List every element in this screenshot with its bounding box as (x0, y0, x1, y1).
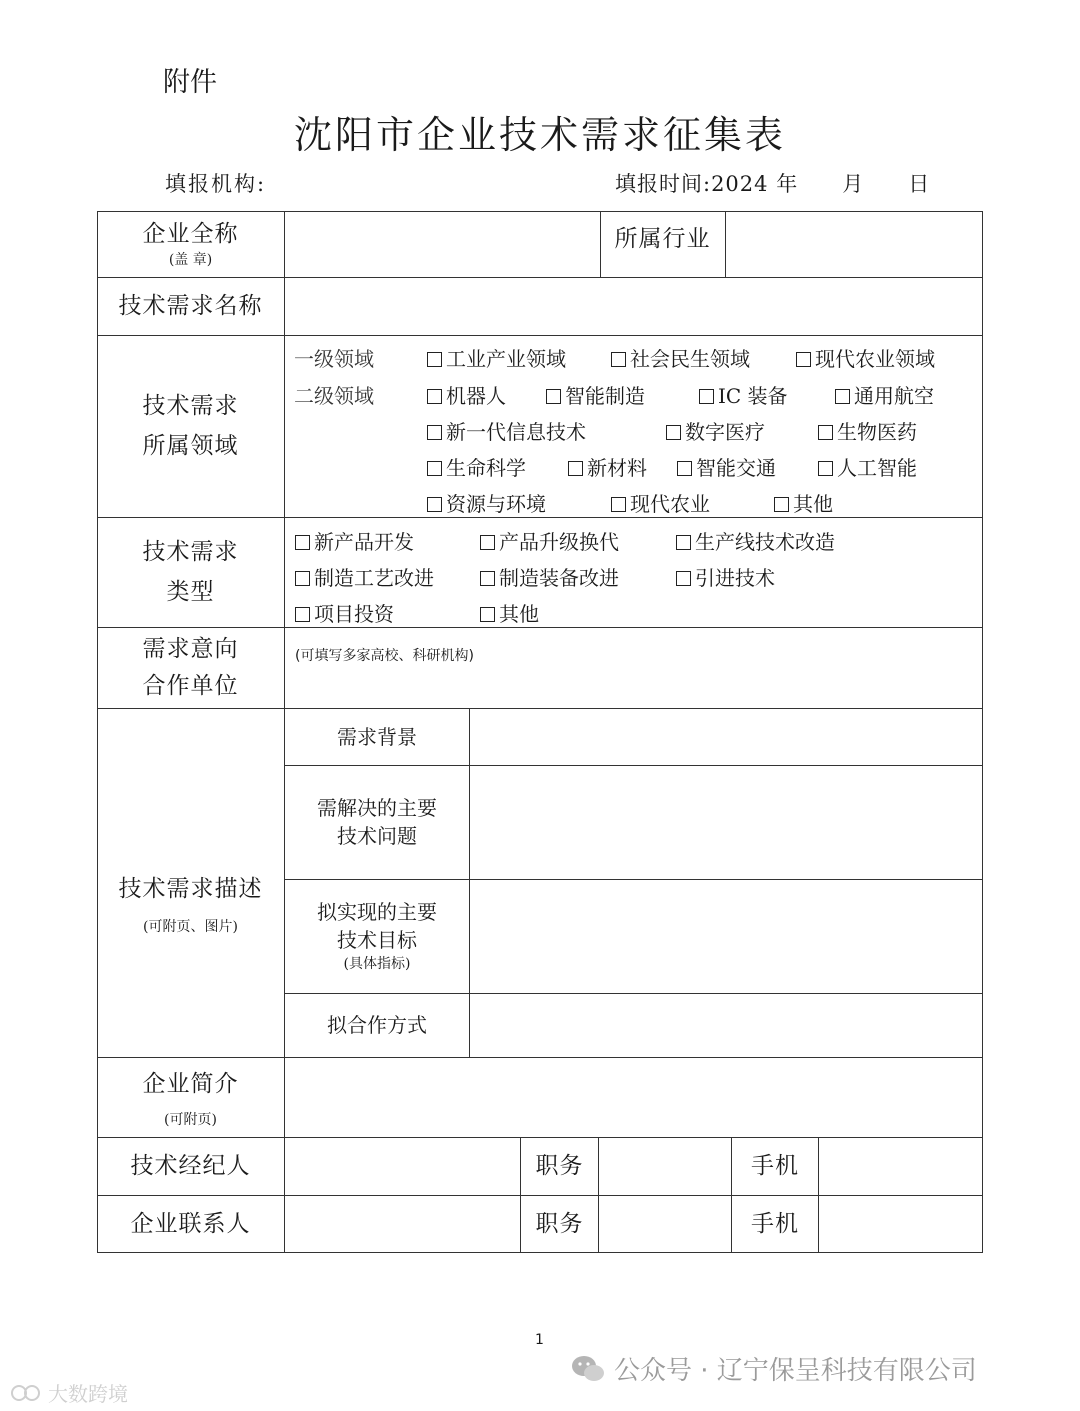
intro-label: 企业简介 (142, 1071, 239, 1097)
checkbox-icon (611, 497, 626, 512)
broker-position-field[interactable] (599, 1138, 731, 1195)
watermark-right-text: 公众号 · 辽宁保呈科技有限公司 (614, 1356, 977, 1386)
domain-option[interactable]: 资源与环境 (427, 488, 546, 517)
partner-hint: (可填写多家高校、科研机构) (295, 648, 474, 664)
company-name-cell (97, 211, 284, 277)
broker-field[interactable] (285, 1138, 520, 1195)
domain-cell (97, 335, 284, 517)
type-option[interactable]: 制造工艺改进 (295, 562, 434, 591)
partner-label-line2: 合作单位 (142, 672, 239, 699)
desc-background-field[interactable] (470, 709, 982, 765)
checkbox-icon (818, 461, 833, 476)
watermark-left-text: 大数跨境 (48, 1382, 128, 1406)
checkbox-icon (427, 352, 442, 367)
desc-problem-line2: 技术问题 (337, 824, 417, 848)
checkbox-icon (568, 461, 583, 476)
contact-mobile-field[interactable] (819, 1196, 981, 1252)
wechat-icon (570, 1354, 606, 1384)
desc-background-cell (285, 708, 469, 765)
partner-label-line1: 需求意向 (142, 635, 239, 662)
filing-date-label: 填报时间:2024 年 月 日 (615, 172, 931, 196)
checkbox-icon (611, 352, 626, 367)
checkbox-icon (666, 425, 681, 440)
domain-option[interactable]: 智能制造 (546, 380, 645, 409)
contact-mobile-label: 手机 (751, 1211, 799, 1237)
desc-goal-line2: 技术目标 (337, 928, 417, 952)
company-name-label: 企业全称 (142, 221, 239, 247)
domain-option[interactable]: 智能交通 (677, 452, 776, 481)
page-title: 沈阳市企业技术需求征集表 (293, 113, 786, 157)
domain-option[interactable]: IC 装备 (699, 380, 788, 409)
description-note: (可附页、图片) (143, 918, 238, 935)
checkbox-icon (676, 571, 691, 586)
domain-option[interactable]: 生物医药 (818, 416, 917, 445)
intro-note: (可附页) (164, 1112, 217, 1128)
domain-option[interactable]: 生命科学 (427, 452, 526, 481)
domain-option[interactable]: 通用航空 (835, 380, 934, 409)
checkbox-icon (480, 607, 495, 622)
domain-option[interactable]: 现代农业领域 (796, 343, 935, 372)
type-option[interactable]: 其他 (480, 598, 539, 627)
domain-level2-label: 二级领域 (294, 384, 374, 408)
domain-option[interactable]: 其他 (774, 488, 833, 517)
domain-option[interactable]: 新材料 (568, 452, 647, 481)
domain-option[interactable]: 新一代信息技术 (427, 416, 586, 445)
description-label: 技术需求描述 (118, 875, 263, 902)
contact-position-cell (521, 1195, 598, 1253)
checkbox-icon (796, 352, 811, 367)
checkbox-icon (427, 461, 442, 476)
desc-problem-field[interactable] (470, 766, 982, 879)
domain-option[interactable]: 机器人 (427, 380, 506, 409)
broker-label: 技术经纪人 (130, 1153, 251, 1179)
partner-field[interactable] (285, 667, 981, 707)
tech-need-name-field[interactable] (285, 278, 981, 334)
contact-mobile-cell (732, 1195, 818, 1253)
tech-need-name-cell (97, 277, 284, 335)
type-label-line2: 类型 (166, 579, 215, 605)
checkbox-icon (295, 607, 310, 622)
contact-label: 企业联系人 (130, 1211, 251, 1237)
checkbox-icon (699, 389, 714, 404)
company-name-note: (盖 章) (168, 252, 213, 268)
watermark-left (10, 1378, 128, 1407)
type-option[interactable]: 制造装备改进 (480, 562, 619, 591)
domain-option[interactable]: 人工智能 (818, 452, 917, 481)
contact-position-field[interactable] (599, 1196, 731, 1252)
watermark-right (570, 1350, 977, 1387)
description-cell (97, 708, 284, 1057)
attachment-label: 附件 (163, 67, 217, 98)
desc-goal-line1: 拟实现的主要 (317, 900, 437, 924)
broker-cell (97, 1137, 284, 1195)
form-table (97, 211, 983, 1253)
desc-mode-cell (285, 993, 469, 1057)
intro-cell (97, 1057, 284, 1137)
intro-field[interactable] (285, 1058, 981, 1137)
desc-mode-field[interactable] (470, 994, 982, 1057)
brand-logo-icon (10, 1382, 44, 1404)
table-border (982, 211, 983, 1253)
broker-position-cell (521, 1137, 598, 1195)
desc-mode-label: 拟合作方式 (327, 1013, 427, 1037)
type-option[interactable]: 项目投资 (295, 598, 394, 627)
domain-level1-label: 一级领域 (294, 347, 374, 371)
type-cell (97, 517, 284, 627)
checkbox-icon (427, 389, 442, 404)
broker-mobile-cell (732, 1137, 818, 1195)
broker-position-label: 职务 (535, 1153, 584, 1179)
domain-label-line2: 所属领域 (142, 433, 239, 459)
page-number: 1 (535, 1332, 544, 1348)
desc-background-label: 需求背景 (337, 724, 417, 749)
industry-field[interactable] (726, 212, 981, 276)
domain-option[interactable]: 工业产业领域 (427, 343, 566, 372)
broker-mobile-label: 手机 (751, 1153, 799, 1179)
checkbox-icon (480, 571, 495, 586)
checkbox-icon (818, 425, 833, 440)
industry-cell (600, 211, 725, 267)
domain-option[interactable]: 现代农业 (611, 488, 710, 517)
domain-label-line1: 技术需求 (142, 393, 239, 419)
tech-need-name-label: 技术需求名称 (118, 293, 263, 319)
checkbox-icon (677, 461, 692, 476)
checkbox-icon (774, 497, 789, 512)
desc-problem-line1: 需解决的主要 (317, 796, 437, 820)
type-option[interactable]: 新产品开发 (295, 526, 414, 555)
type-option[interactable]: 产品升级换代 (480, 526, 619, 555)
type-option[interactable]: 引进技术 (676, 562, 775, 591)
type-option[interactable]: 生产线技术改造 (676, 526, 835, 555)
checkbox-icon (427, 497, 442, 512)
contact-position-label: 职务 (535, 1211, 584, 1237)
checkbox-icon (295, 571, 310, 586)
checkbox-icon (546, 389, 561, 404)
filing-org-label: 填报机构: (165, 172, 267, 196)
type-label-line1: 技术需求 (142, 539, 239, 565)
checkbox-icon (835, 389, 850, 404)
domain-option[interactable]: 社会民生领域 (611, 343, 750, 372)
desc-problem-cell (285, 765, 469, 879)
company-name-field[interactable] (285, 212, 599, 276)
desc-goal-note: (具体指标) (343, 956, 411, 972)
industry-label: 所属行业 (614, 226, 711, 252)
checkbox-icon (480, 535, 495, 550)
desc-goal-field[interactable] (470, 880, 982, 993)
partner-cell (97, 627, 284, 708)
desc-goal-cell (285, 879, 469, 993)
contact-field[interactable] (285, 1196, 520, 1252)
checkbox-icon (295, 535, 310, 550)
contact-cell (97, 1195, 284, 1253)
broker-mobile-field[interactable] (819, 1138, 981, 1195)
checkbox-icon (427, 425, 442, 440)
checkbox-icon (676, 535, 691, 550)
domain-option[interactable]: 数字医疗 (666, 416, 765, 445)
